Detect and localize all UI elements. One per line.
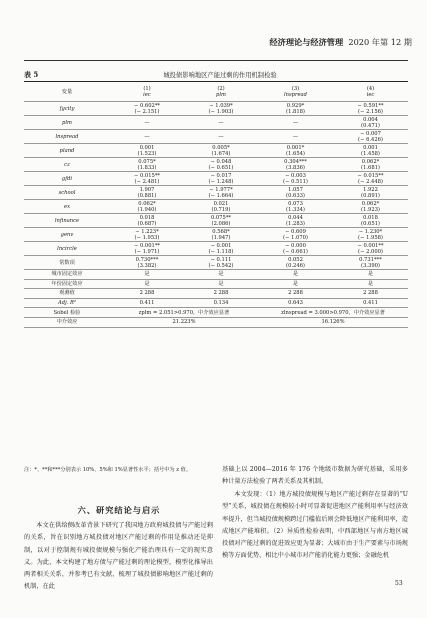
coefficient-cell xyxy=(333,116,408,130)
coefficient-value: 0.730*** xyxy=(135,256,159,263)
running-header xyxy=(190,37,412,50)
coefficient-cell xyxy=(110,200,184,214)
coefficient-cell xyxy=(258,102,333,116)
z-value: (1.523) xyxy=(137,150,157,157)
z-value: (− 1.664) xyxy=(208,192,234,199)
variable-name: school xyxy=(24,186,110,200)
z-value: (1.681) xyxy=(361,164,380,171)
z-value: (0.687) xyxy=(137,220,157,227)
z-value: (− 0.661) xyxy=(283,248,308,255)
column-header: (2) plm xyxy=(184,82,258,102)
table-row xyxy=(24,298,408,308)
z-value: (− 1.118) xyxy=(208,248,234,255)
coefficient-value: 0.021 xyxy=(213,200,229,207)
z-value: (0.246) xyxy=(286,262,305,269)
row-value: 0.411 xyxy=(333,298,408,308)
coefficient-value: − 0.007 xyxy=(360,130,381,137)
coefficient-cell xyxy=(333,186,408,200)
z-value: (1.654) xyxy=(286,150,305,157)
coefficient-cell xyxy=(258,172,333,186)
coefficient-cell xyxy=(258,200,333,214)
column-header: (4) iec xyxy=(333,82,408,102)
coefficient-cell xyxy=(110,186,184,200)
coefficient-value: − 0.000 xyxy=(285,242,306,249)
z-value: (− 1.070) xyxy=(283,234,308,241)
variable-name: 常数项 xyxy=(24,256,110,270)
z-value: (3.382) xyxy=(137,262,157,269)
coefficient-value: 0.568* xyxy=(212,228,230,235)
z-value: (− 2.000) xyxy=(358,248,383,255)
coefficient-cell xyxy=(333,242,408,256)
coefficient-value: 0.001 xyxy=(363,144,378,151)
variable-name: gfdi xyxy=(24,172,110,186)
column-header: (3) lnspread xyxy=(258,82,333,102)
z-value: (1.833) xyxy=(137,164,157,171)
coefficient-value: — xyxy=(292,133,299,140)
z-value: (0.881) xyxy=(137,192,157,199)
z-value: (− 1.958) xyxy=(358,234,383,241)
row-value: 2 288 xyxy=(258,289,333,299)
table-header-row xyxy=(24,82,408,102)
row-label: Adj. R² xyxy=(24,298,110,308)
coefficient-value: − 0.015** xyxy=(133,172,161,179)
table-row xyxy=(24,158,408,172)
z-value: (− 6.426) xyxy=(358,136,383,143)
coefficient-cell xyxy=(110,214,184,228)
coefficient-cell xyxy=(258,158,333,172)
z-value: (− 1.953) xyxy=(134,234,160,241)
coefficient-value: − 0.609 xyxy=(285,228,306,235)
coefficient-cell xyxy=(333,130,408,144)
coefficient-value: 1.922 xyxy=(363,186,378,193)
coefficient-cell xyxy=(258,214,333,228)
coefficient-value: 0.004 xyxy=(363,116,378,123)
row-value: 是 xyxy=(110,279,184,289)
coefficient-value: 0.062* xyxy=(361,200,380,207)
row-value: 是 xyxy=(110,270,184,280)
coefficient-value: − 0.602** xyxy=(133,102,161,109)
z-value: (1.923) xyxy=(361,206,380,213)
coefficient-value: — xyxy=(292,119,299,126)
row-label: Sobel 检验 xyxy=(24,308,110,318)
row-value: 21.223% xyxy=(110,317,258,327)
z-value: (− 2.151) xyxy=(134,108,160,115)
z-value: (1.458) xyxy=(361,150,380,157)
row-value: 0.411 xyxy=(110,298,184,308)
header-rule xyxy=(24,60,408,61)
z-value: (− 0.651) xyxy=(208,164,234,171)
table-row xyxy=(24,186,408,200)
row-value: 0.134 xyxy=(184,298,258,308)
row-value: 是 xyxy=(184,270,258,280)
coefficient-cell xyxy=(184,186,258,200)
table-row xyxy=(24,270,408,280)
coefficient-value: − 0.001** xyxy=(133,242,161,249)
row-label: 观测值 xyxy=(24,289,110,299)
row-value: 2 288 xyxy=(333,289,408,299)
coefficient-value: 0.018 xyxy=(363,214,378,221)
coefficient-cell xyxy=(184,228,258,242)
coefficient-cell xyxy=(333,228,408,242)
coefficient-cell xyxy=(184,242,258,256)
variable-name: lncircle xyxy=(24,242,110,256)
table-row xyxy=(24,228,408,242)
journal-name: 经济理论与经济管理 xyxy=(269,37,344,47)
left-paragraph: 本文在供给侧改革背景下研究了我国地方政府城投债与产能过剩的关系，旨在识别地方城投债对地区产能过剩的作用是推动还是抑制，以对于控制规有城投债规模与强化产能治理具有一定的现实意义。为此，本文构建了地方债与产能过剩的理论模型，模型化推导出两者相关关系，并参考已有文献，梳理了城投债影响地区产能过剩的机制，在此 xyxy=(24,522,213,591)
right-paragraph-continued: 基础上以 2004—2016 年 176 个地级市数据为研究基础，采用多种计量方法检验了两者关系及其机制。 xyxy=(222,466,408,486)
z-value: (1.334) xyxy=(286,206,305,213)
coefficient-value: − 0.017 xyxy=(210,172,232,179)
coefficient-cell xyxy=(258,186,333,200)
coefficient-value: − 0.591** xyxy=(357,102,384,109)
coefficient-cell xyxy=(184,172,258,186)
coefficient-cell xyxy=(333,200,408,214)
z-value: (3.836) xyxy=(286,164,305,171)
variable-name: plm xyxy=(24,116,110,130)
coefficient-value: − 1.977* xyxy=(209,186,233,193)
row-value: 0.643 xyxy=(258,298,333,308)
table-row xyxy=(24,116,408,130)
z-value: (1.674) xyxy=(211,150,231,157)
row-value: 是 xyxy=(258,270,333,280)
row-value: 是 xyxy=(333,270,408,280)
table-row xyxy=(24,242,408,256)
var-column-header: 变量 xyxy=(24,82,110,102)
coefficient-value: 1.057 xyxy=(288,186,303,193)
row-value: 2 288 xyxy=(184,289,258,299)
z-value: (0.633) xyxy=(286,192,305,199)
z-value: (0.471) xyxy=(361,122,380,129)
coefficient-value: 0.304*** xyxy=(284,158,307,165)
coefficient-value: — xyxy=(218,133,224,140)
page-number: 53 xyxy=(395,580,403,587)
coefficient-cell xyxy=(110,102,184,116)
table-row xyxy=(24,289,408,299)
table-title: 城投债影响地区产能过剩的作用机制检验 xyxy=(163,72,277,79)
coefficient-cell xyxy=(258,242,333,256)
row-label: 年份固定效应 xyxy=(24,279,110,289)
coefficient-cell xyxy=(110,256,184,270)
coefficient-cell xyxy=(184,158,258,172)
coefficient-value: − 1.039* xyxy=(209,102,233,109)
coefficient-cell xyxy=(258,256,333,270)
coefficient-cell xyxy=(333,172,408,186)
z-value: (− 1.903) xyxy=(208,108,234,115)
row-value: 是 xyxy=(333,279,408,289)
coefficient-cell xyxy=(110,116,184,130)
z-value: (− 2.448) xyxy=(358,178,383,185)
row-value: zlnspread = 3.000>0.970，中介效应显著 xyxy=(258,308,408,318)
table-row xyxy=(24,200,408,214)
coefficient-value: − 0.015** xyxy=(357,172,384,179)
regression-table xyxy=(24,81,408,328)
z-value: (− 2.481) xyxy=(134,178,160,185)
coefficient-value: 0.073 xyxy=(288,200,303,207)
coefficient-value: 1.907 xyxy=(139,186,155,193)
coefficient-value: − 0.111 xyxy=(210,256,232,263)
coefficient-cell xyxy=(110,228,184,242)
variable-name: cz xyxy=(24,158,110,172)
coefficient-cell xyxy=(184,144,258,158)
coefficient-value: 0.044 xyxy=(288,214,303,221)
coefficient-cell xyxy=(110,172,184,186)
coefficient-cell xyxy=(258,228,333,242)
coefficient-value: 0.062* xyxy=(138,200,156,207)
z-value: (1.947) xyxy=(211,234,231,241)
column-header: (1) iec xyxy=(110,82,184,102)
coefficient-cell xyxy=(184,116,258,130)
coefficient-value: 0.001* xyxy=(286,144,305,151)
coefficient-cell xyxy=(333,158,408,172)
variable-name: fgcity xyxy=(24,102,110,116)
table-row xyxy=(24,102,408,116)
row-label: 城市固定效应 xyxy=(24,270,110,280)
row-value: 16.126% xyxy=(258,317,408,327)
table-number: 表 5 xyxy=(24,70,39,79)
z-value: (1.940) xyxy=(137,206,157,213)
z-value: (1.818) xyxy=(286,108,305,115)
coefficient-cell xyxy=(333,256,408,270)
z-value: (2.086) xyxy=(211,220,231,227)
coefficient-cell xyxy=(184,102,258,116)
coefficient-value: — xyxy=(218,119,224,126)
coefficient-value: 0.018 xyxy=(139,214,155,221)
coefficient-cell xyxy=(258,116,333,130)
table-row xyxy=(24,256,408,270)
coefficient-value: — xyxy=(144,119,150,126)
table-row xyxy=(24,144,408,158)
coefficient-value: − 0.048 xyxy=(210,158,232,165)
coefficient-value: − 0.003 xyxy=(285,172,306,179)
coefficient-cell xyxy=(184,256,258,270)
coefficient-value: 0.731*** xyxy=(359,256,382,263)
table-row xyxy=(24,317,408,327)
coefficient-cell xyxy=(184,214,258,228)
z-value: (− 2.156) xyxy=(358,108,383,115)
row-value: 是 xyxy=(258,279,333,289)
table-note: 注：*、**和***分别表示 10%、5%和 1%显著性水平；括号中为 z 值。 xyxy=(24,467,192,473)
table-row xyxy=(24,214,408,228)
z-value: (− 0.511) xyxy=(283,178,308,185)
z-value: (− 0.542) xyxy=(208,262,234,269)
row-label: 中介效应 xyxy=(24,317,110,327)
coefficient-cell xyxy=(258,144,333,158)
table-row xyxy=(24,172,408,186)
coefficient-value: 0.075* xyxy=(138,158,156,165)
section-heading: 六、研究结论与启示 xyxy=(77,505,161,515)
variable-name: pland xyxy=(24,144,110,158)
coefficient-cell xyxy=(110,144,184,158)
coefficient-cell xyxy=(184,200,258,214)
row-value: 是 xyxy=(184,279,258,289)
coefficient-cell xyxy=(184,130,258,144)
variable-name: lnspread xyxy=(24,130,110,144)
z-value: (0.891) xyxy=(361,192,380,199)
right-paragraph-findings: 本文发现：（1）地方城投债规模与地区产能过剩存在显著的“U 型”关系，城投债在规模较小时可显著促进地区产能利用率与经济效率提升，但当城投债规模跨过门槛值后则会降低地区产能利用率，造成地区产能堆积。（2）异质性检验表明，中西部地区与南方地区城投债对产能过剩的促进效应更为显著；大城市由于生产要素与市场规模等方面优势，相比中小城市对产能消化能力更强；金融危机 xyxy=(222,491,408,560)
coefficient-value: 0.005* xyxy=(212,144,230,151)
coefficient-value: 0.075** xyxy=(210,214,232,221)
coefficient-value: − 1.230* xyxy=(358,228,383,235)
coefficient-value: − 0.001** xyxy=(357,242,384,249)
table-row xyxy=(24,130,408,144)
variable-name: lnfinance xyxy=(24,214,110,228)
table-row xyxy=(24,279,408,289)
coefficient-value: — xyxy=(144,133,150,140)
coefficient-value: 0.929* xyxy=(286,102,305,109)
coefficient-value: − 1.223* xyxy=(135,228,159,235)
coefficient-cell xyxy=(110,158,184,172)
z-value: (0.651) xyxy=(361,220,380,227)
coefficient-value: 0.062* xyxy=(361,158,380,165)
journal-issue: 2020 年第 12 期 xyxy=(348,37,412,47)
coefficient-cell xyxy=(333,214,408,228)
table-row xyxy=(24,308,408,318)
variable-name: genv xyxy=(24,228,110,242)
z-value: (1.283) xyxy=(286,220,305,227)
coefficient-value: − 0.001 xyxy=(210,242,232,249)
z-value: (3.390) xyxy=(361,262,380,269)
row-value: zplm = 2.051>0.970，中介效应显著 xyxy=(110,308,258,318)
coefficient-value: 0.052 xyxy=(288,256,303,263)
z-value: (0.719) xyxy=(211,206,231,213)
coefficient-cell xyxy=(110,242,184,256)
coefficient-cell xyxy=(333,144,408,158)
coefficient-cell xyxy=(258,130,333,144)
variable-name: ex xyxy=(24,200,110,214)
coefficient-cell xyxy=(110,130,184,144)
row-value: 2 288 xyxy=(110,289,184,299)
coefficient-value: 0.001 xyxy=(139,144,155,151)
coefficient-cell xyxy=(333,102,408,116)
z-value: (− 1.248) xyxy=(208,178,234,185)
z-value: (− 1.971) xyxy=(134,248,160,255)
